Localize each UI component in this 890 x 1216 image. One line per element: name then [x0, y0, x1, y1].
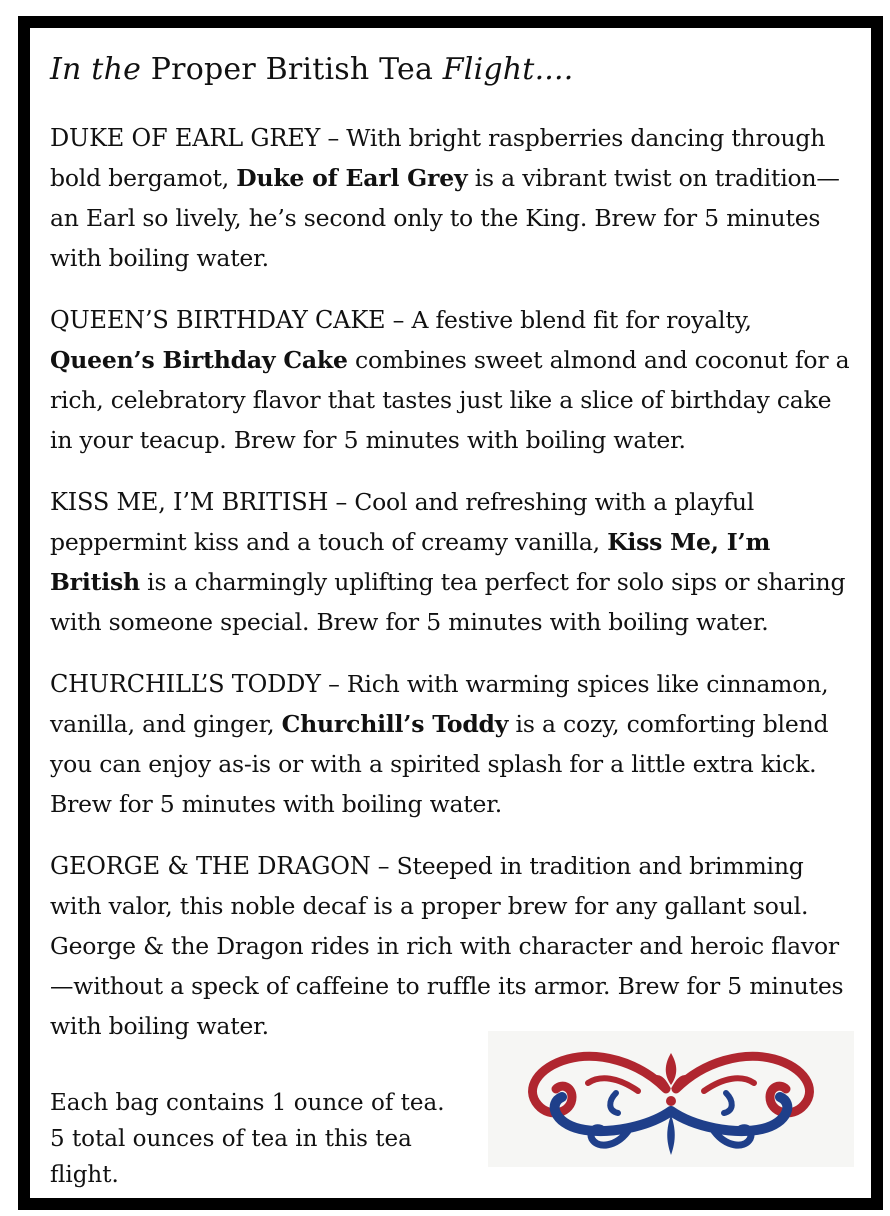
tea-name: GEORGE & THE DRAGON [50, 852, 371, 880]
tea-separator: – [370, 852, 397, 880]
title-prefix: In the [50, 52, 142, 87]
tea-card-content [50, 50, 850, 1068]
tea-bold-name: Churchill’s Toddy [281, 710, 509, 738]
title-main: Proper British Tea [150, 52, 434, 87]
tea-description: With bright raspberries dancing through bold bergamot, [50, 124, 826, 192]
title-suffix: Flight.... [442, 52, 574, 87]
tea-separator: – [320, 124, 347, 152]
tea-entry-kiss-me-im-british [50, 482, 850, 642]
tea-description-end: is a vibrant twist on tradition—an Earl so lively, he’s second only to the King. Brew for 5 minutes with boiling water. [50, 164, 840, 272]
tea-name: DUKE OF EARL GREY [50, 124, 321, 152]
tea-bold-name: Kiss Me, I’m British [50, 528, 771, 596]
tea-entry-duke-of-earl-grey [50, 118, 850, 278]
tea-entry-george-and-the-dragon [50, 846, 850, 1046]
tea-description: A festive blend fit for royalty, [411, 306, 752, 334]
ornament-svg [488, 1031, 854, 1167]
tea-name: QUEEN’S BIRTHDAY CAKE [50, 306, 386, 334]
tea-name: CHURCHILL’S TODDY [50, 670, 321, 698]
tea-description-end: combines sweet almond and coconut for a rich, celebratory flavor that tastes just like a slice of birthday cake in your teacup. Brew for 5 minutes with boiling water. [50, 346, 850, 454]
tea-bold-name: Duke of Earl Grey [236, 164, 468, 192]
tea-description: Steeped in tradition and brimming with valor, this noble decaf is a proper brew for any gallant soul. George & the Dragon rides in rich with character and heroic flavor—without a speck of caffeine to ruffle its armor. Brew for 5 minutes with boiling water. [50, 852, 844, 1040]
tea-name: KISS ME, I’M BRITISH [50, 488, 329, 516]
tea-description-end: is a cozy, comforting blend you can enjoy as-is or with a spirited splash for a little extra kick. Brew for 5 minutes with boiling water. [50, 710, 829, 818]
tea-separator: – [328, 488, 355, 516]
tea-separator: – [320, 670, 347, 698]
footer-line-ounce-per-bag: Each bag contains 1 ounce of tea. [50, 1090, 445, 1116]
document-frame [18, 16, 883, 1210]
tea-bold-name: Queen’s Birthday Cake [50, 346, 348, 374]
footer-line-total-ounces: 5 total ounces of tea in this tea flight. [50, 1126, 412, 1188]
tea-description-end: is a charmingly uplifting tea perfect for solo sips or sharing with someone special. Brew for 5 minutes with boiling water. [50, 568, 846, 636]
tea-separator: – [385, 306, 412, 334]
tea-description: Cool and refreshing with a playful peppermint kiss and a touch of creamy vanilla, [50, 488, 755, 556]
tea-description: Rich with warming spices like cinnamon, vanilla, and ginger, [50, 670, 829, 738]
tea-entry-churchills-toddy [50, 664, 850, 824]
tea-flight-footer-note [50, 1085, 470, 1193]
royal-scroll-flourish-icon [488, 1031, 854, 1167]
page-title [50, 50, 850, 90]
tea-entry-queens-birthday-cake [50, 300, 850, 460]
